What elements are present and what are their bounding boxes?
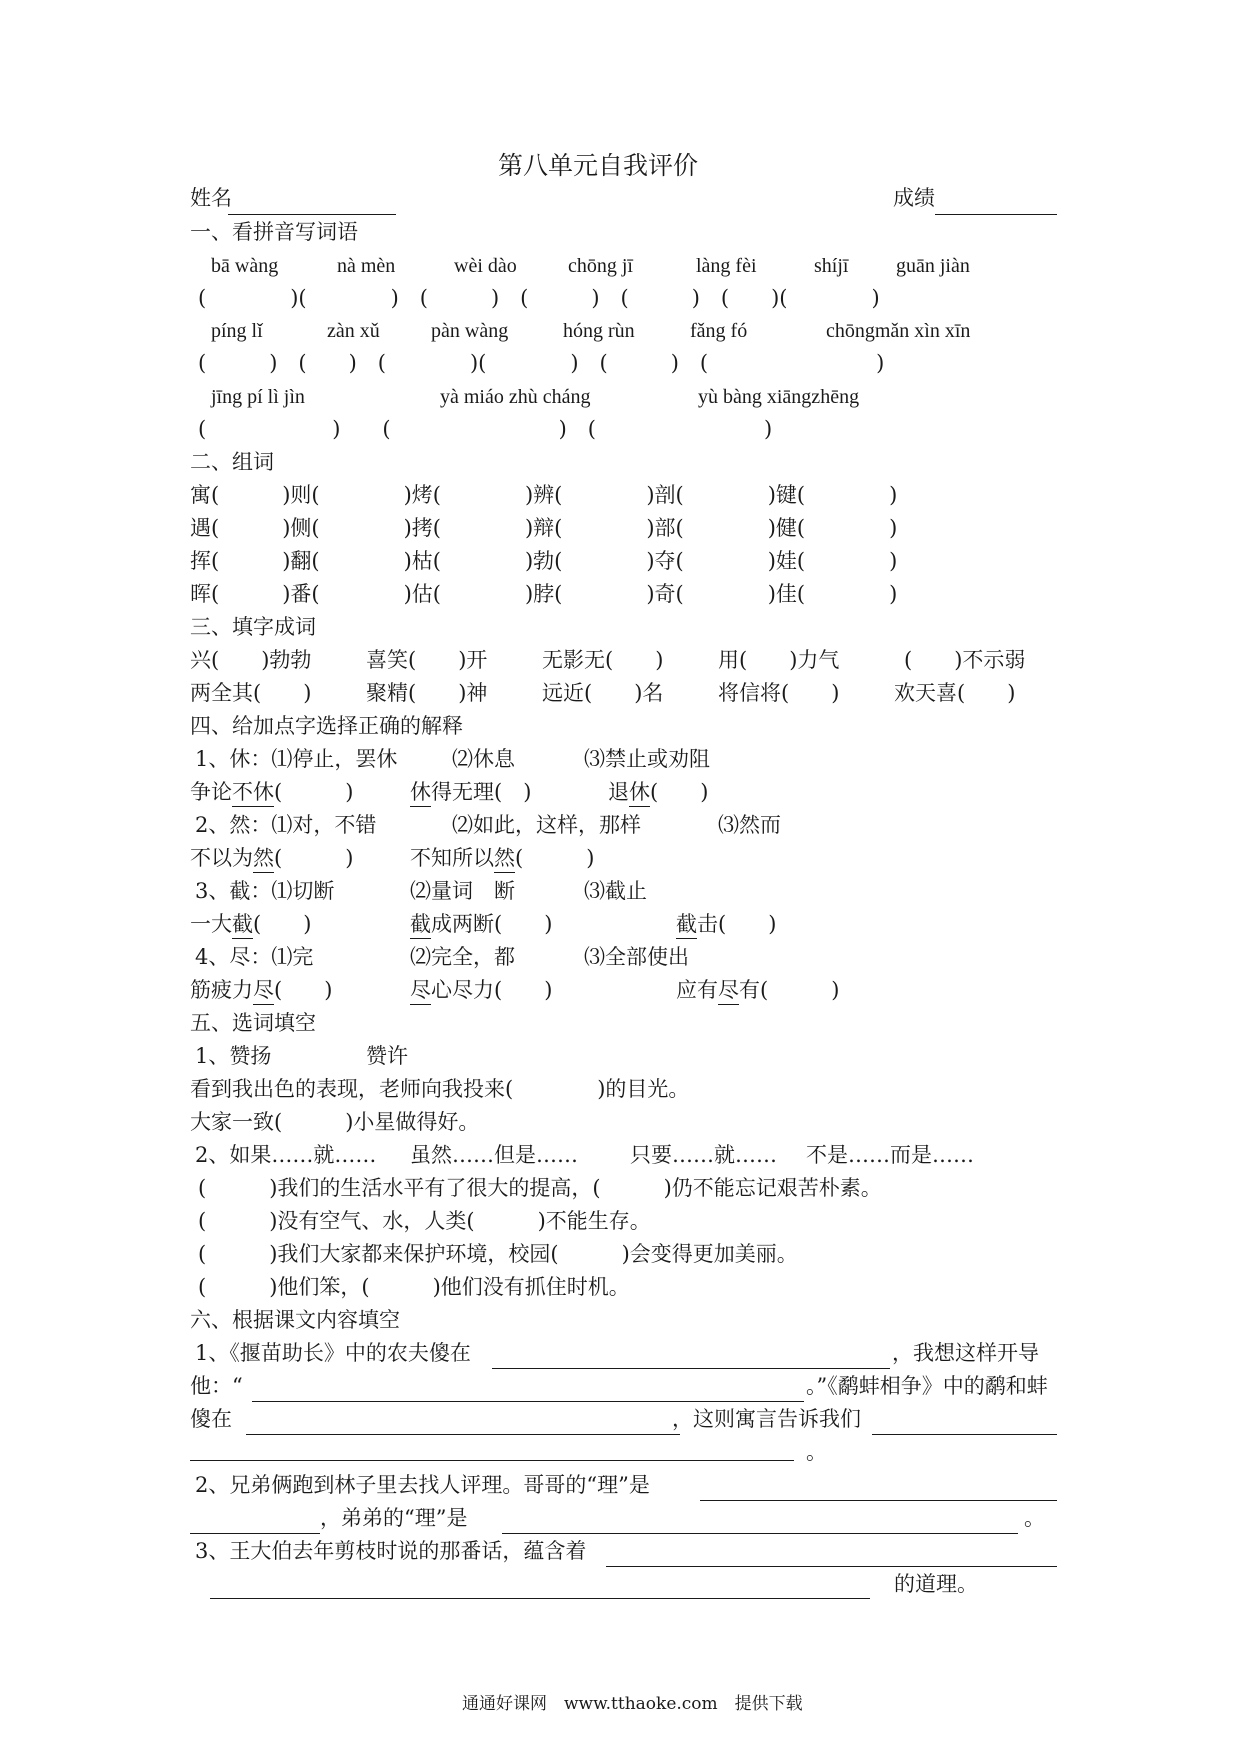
word-group-row[interactable]: 挥( )翻( )枯( )勃( )夺( )娃( ): [190, 549, 898, 573]
pinyin-item: bā wàng: [211, 255, 279, 277]
answer-parens-row[interactable]: ( ) ( ) ( )( ) ( ) ( ): [198, 351, 885, 375]
idiom-item[interactable]: 将信将( ): [718, 681, 840, 705]
question-text: 3、王大伯去年剪枝时说的那番话，蕴含着: [195, 1539, 587, 1563]
pinyin-item: jīng pí lì jìn: [211, 386, 305, 408]
answer-line[interactable]: [190, 1460, 794, 1461]
pinyin-item: fǎng fó: [690, 320, 748, 342]
definition-item: ⑵如此，这样，那样: [452, 813, 641, 837]
question-text: 。: [1024, 1506, 1045, 1530]
word-option: 2、如果……就……: [195, 1143, 377, 1167]
pinyin-item: shíjī: [814, 255, 849, 277]
choice-item[interactable]: 截击( ): [676, 912, 777, 936]
section-2-heading: 二、组词: [190, 450, 274, 474]
pinyin-item: wèi dào: [454, 255, 517, 277]
definition-item: ⑶禁止或劝阻: [584, 747, 710, 771]
answer-parens-row[interactable]: ( ) ( ) ( ): [198, 417, 773, 441]
choice-item[interactable]: 筋疲力尽( ): [190, 978, 333, 1002]
pinyin-item: zàn xǔ: [327, 320, 380, 342]
fill-sentence[interactable]: ( )我们的生活水平有了很大的提高，( )仍不能忘记艰苦朴素。: [198, 1176, 882, 1200]
emphasis-underline: [410, 938, 431, 939]
question-text: 傻在: [190, 1407, 232, 1431]
choice-item[interactable]: 休得无理( ): [410, 780, 532, 804]
emphasis-underline: [232, 806, 274, 807]
question-text: 2、兄弟俩跑到林子里去找人评理。哥哥的“理”是: [195, 1473, 650, 1497]
question-text: 。: [806, 1440, 827, 1464]
choice-item[interactable]: 一大截( ): [190, 912, 312, 936]
section-1-heading: 一、看拼音写词语: [190, 220, 358, 244]
answer-line[interactable]: [246, 1434, 680, 1435]
question-text: 他：“: [190, 1374, 243, 1398]
question-text: 的道理。: [894, 1572, 978, 1596]
answer-line[interactable]: [210, 1598, 870, 1599]
fill-sentence[interactable]: ( )没有空气、水，人类( )不能生存。: [198, 1209, 651, 1233]
emphasis-underline: [253, 872, 274, 873]
pinyin-item: chōngmǎn xìn xīn: [826, 320, 971, 342]
pinyin-item: làng fèi: [696, 255, 757, 277]
pinyin-item: píng lǐ: [211, 320, 263, 342]
fill-sentence[interactable]: 大家一致( )小星做得好。: [190, 1110, 480, 1134]
pinyin-item: guān jiàn: [896, 255, 970, 277]
pinyin-item: chōng jī: [568, 255, 633, 277]
choice-item[interactable]: 应有尽有( ): [676, 978, 840, 1002]
idiom-item[interactable]: 远近( )名: [542, 681, 664, 705]
choice-item[interactable]: 退休( ): [608, 780, 709, 804]
idiom-item[interactable]: ( )不示弱: [904, 648, 1026, 672]
score-blank[interactable]: [935, 214, 1057, 215]
idiom-item[interactable]: 兴( )勃勃: [190, 648, 312, 672]
definition-item: ⑶全部使出: [584, 945, 689, 969]
word-group-row[interactable]: 晖( )番( )估( )脖( )奇( )佳( ): [190, 582, 898, 606]
emphasis-underline: [232, 938, 253, 939]
choice-item[interactable]: 争论不休( ): [190, 780, 354, 804]
choice-item[interactable]: 不知所以然( ): [410, 846, 595, 870]
emphasis-underline: [253, 1004, 274, 1005]
answer-parens-row[interactable]: ( )( ) ( ) ( ) ( ) ( )( ): [198, 286, 880, 310]
score-label: 成绩: [893, 186, 935, 210]
emphasis-underline: [494, 872, 515, 873]
choice-item[interactable]: 不以为然( ): [190, 846, 354, 870]
pinyin-item: hóng rùn: [563, 320, 635, 342]
definition-item: 4、尽：⑴完: [195, 945, 314, 969]
answer-line[interactable]: [492, 1368, 890, 1369]
pinyin-item: yà miáo zhù cháng: [440, 386, 591, 408]
page-title: 第八单元自我评价: [498, 151, 699, 180]
idiom-item[interactable]: 聚精( )神: [366, 681, 488, 705]
question-text: ，我想这样开导: [892, 1341, 1039, 1365]
idiom-item[interactable]: 欢天喜( ): [894, 681, 1016, 705]
word-option: 不是……而是……: [806, 1143, 974, 1167]
definition-item: ⑶然而: [718, 813, 781, 837]
emphasis-underline: [676, 938, 697, 939]
section-3-heading: 三、填字成词: [190, 615, 316, 639]
emphasis-underline: [718, 1004, 739, 1005]
question-text: 1、《揠苗助长》中的农夫傻在: [195, 1341, 471, 1365]
question-text: ，这则寓言告诉我们: [672, 1407, 861, 1431]
word-group-row[interactable]: 寓( )则( )烤( )辨( )剖( )键( ): [190, 483, 898, 507]
word-option: 赞许: [366, 1044, 408, 1068]
word-option: 1、赞扬: [195, 1044, 272, 1068]
emphasis-underline: [629, 806, 650, 807]
emphasis-underline: [410, 806, 431, 807]
pinyin-item: yù bàng xiāngzhēng: [698, 386, 860, 408]
answer-line[interactable]: [700, 1500, 1057, 1501]
definition-item: ⑵量词 断: [410, 879, 515, 903]
section-6-heading: 六、根据课文内容填空: [190, 1308, 400, 1332]
idiom-item[interactable]: 无影无( ): [542, 648, 664, 672]
section-5-heading: 五、选词填空: [190, 1011, 316, 1035]
emphasis-underline: [410, 1004, 431, 1005]
fill-sentence[interactable]: 看到我出色的表现，老师向我投来( )的目光。: [190, 1077, 690, 1101]
pinyin-item: nà mèn: [337, 255, 396, 277]
definition-item: ⑵休息: [452, 747, 515, 771]
question-text: 。”《鹬蚌相争》中的鹬和蚌: [806, 1374, 1048, 1398]
idiom-item[interactable]: 用( )力气: [718, 648, 840, 672]
idiom-item[interactable]: 两全其( ): [190, 681, 312, 705]
choice-item[interactable]: 截成两断( ): [410, 912, 553, 936]
answer-line[interactable]: [872, 1434, 1057, 1435]
answer-line[interactable]: [606, 1566, 1057, 1567]
definition-item: 2、然：⑴对，不错: [195, 813, 377, 837]
definition-item: 3、截：⑴切断: [195, 879, 335, 903]
name-blank[interactable]: [228, 214, 396, 215]
footer-credit: 通通好课网 www.tthaoke.com 提供下载: [462, 1694, 803, 1714]
fill-sentence[interactable]: ( )我们大家都来保护环境，校园( )会变得更加美丽。: [198, 1242, 798, 1266]
word-option: 虽然……但是……: [410, 1143, 578, 1167]
word-group-row[interactable]: 遇( )侧( )拷( )辩( )部( )健( ): [190, 516, 898, 540]
choice-item[interactable]: 尽心尽力( ): [410, 978, 553, 1002]
name-label: 姓名: [190, 186, 232, 210]
answer-line[interactable]: [502, 1533, 1018, 1534]
idiom-item[interactable]: 喜笑( )开: [366, 648, 488, 672]
section-4-heading: 四、给加点字选择正确的解释: [190, 714, 463, 738]
definition-item: ⑶截止: [584, 879, 647, 903]
word-option: 只要……就……: [630, 1143, 777, 1167]
pinyin-item: pàn wàng: [431, 320, 509, 342]
answer-line[interactable]: [190, 1533, 320, 1534]
question-text: ，弟弟的“理”是: [320, 1506, 468, 1530]
fill-sentence[interactable]: ( )他们笨，( )他们没有抓住时机。: [198, 1275, 630, 1299]
definition-item: 1、休：⑴停止，罢休: [195, 747, 398, 771]
definition-item: ⑵完全，都: [410, 945, 515, 969]
answer-line[interactable]: [252, 1401, 804, 1402]
